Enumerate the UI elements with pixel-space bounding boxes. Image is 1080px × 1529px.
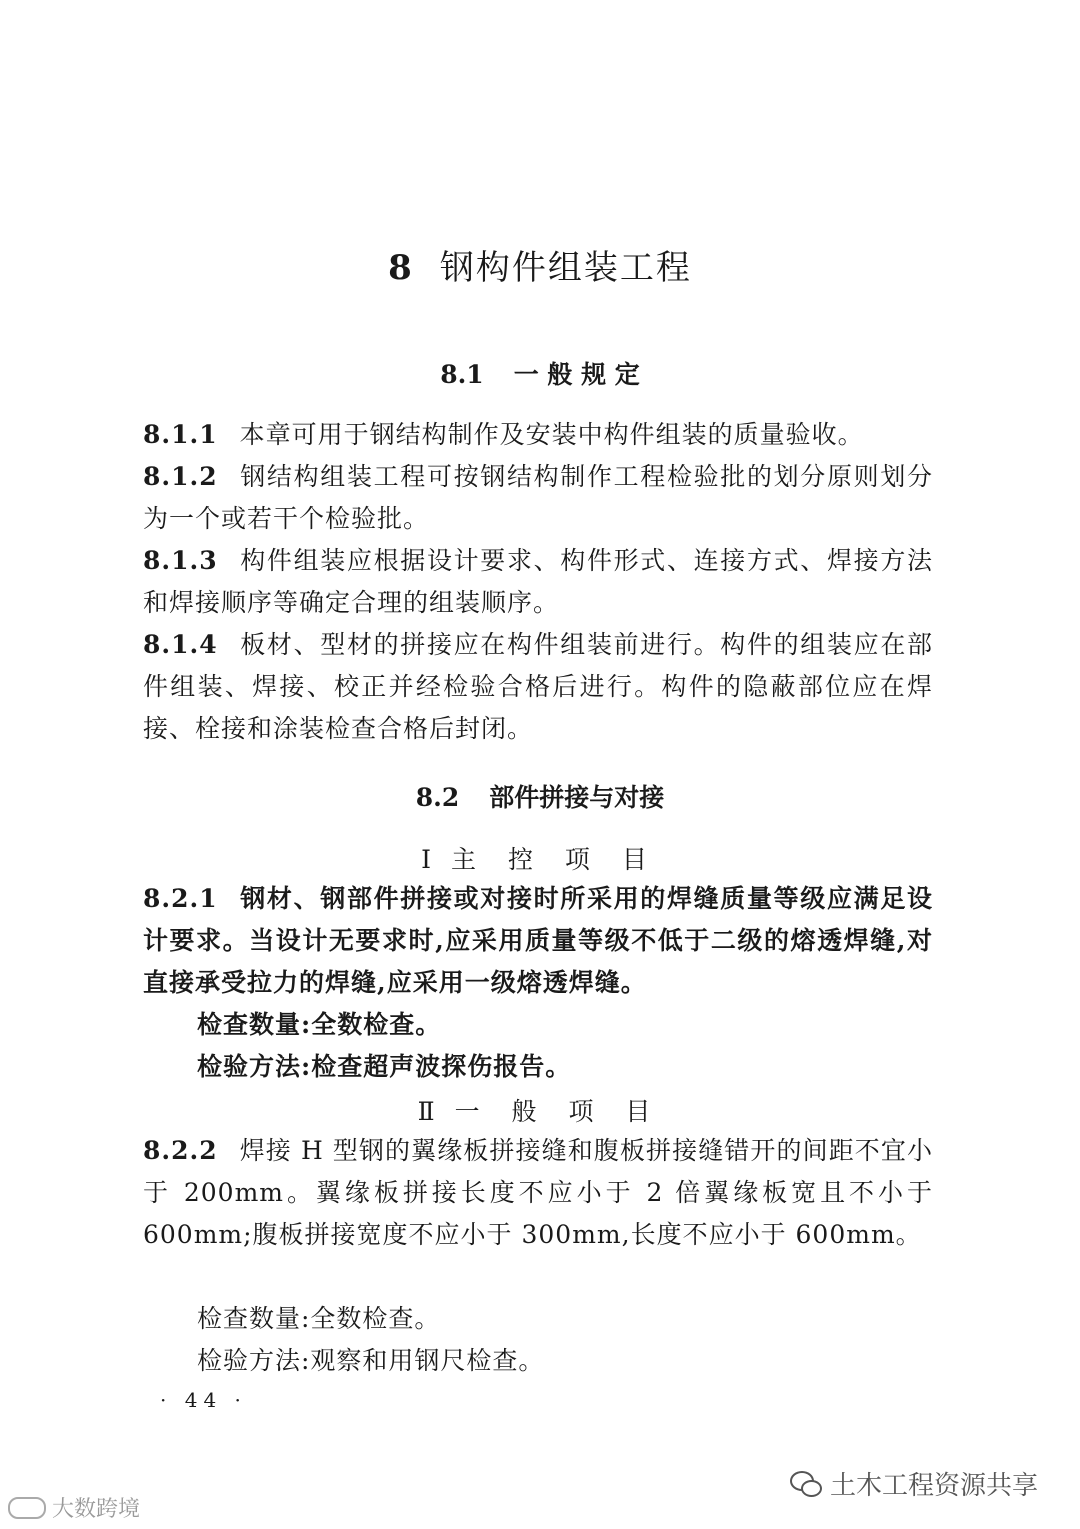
clause-text: 钢材、钢部件拼接或对接时所采用的焊缝质量等级应满足设计要求。当设计无要求时,应采用质量等级不低于二级的熔透焊缝,对直接承受拉力的焊缝,应采用一级熔透焊缝。 <box>143 884 933 997</box>
clause-id: 8.1.4 <box>143 630 218 659</box>
clause-id: 8.1.2 <box>143 462 218 491</box>
subtitle-general <box>0 1092 1080 1128</box>
subtitle-main-control <box>0 840 1080 876</box>
section-name: 部件拼接与对接 <box>489 783 665 812</box>
chapter-name: 钢构件组装工程 <box>439 248 692 288</box>
clause-text: 焊接 H 型钢的翼缘板拼接缝和腹板拼接缝错开的间距不宜小于 200mm。翼缘板拼接长度不应小于 2 倍翼缘板宽且不小于 600mm;腹板拼接宽度不应小于 300mm,长度不应小于 600mm。 <box>143 1136 933 1249</box>
watermark-right-text: 土木工程资源共享 <box>830 1471 1039 1501</box>
clause-8-1-4 <box>143 624 933 750</box>
watermark-right <box>790 1465 1038 1502</box>
roman-numeral: Ⅱ <box>417 1097 435 1126</box>
check-quantity-8-2-1: 检查数量:全数检查。 <box>197 1010 442 1039</box>
clause-text: 构件组装应根据设计要求、构件形式、连接方式、焊接方法和焊接顺序等确定合理的组装顺序。 <box>143 546 933 617</box>
clause-id: 8.2.2 <box>143 1136 218 1165</box>
roman-numeral: Ⅰ <box>421 845 432 874</box>
section-title-8-2 <box>0 778 1080 814</box>
wechat-icon <box>790 1471 820 1497</box>
section-number: 8.1 <box>440 360 484 389</box>
clause-8-1-3 <box>143 540 933 624</box>
subtitle-text: 主 控 项 目 <box>451 845 659 874</box>
check-quantity-8-2-2: 检查数量:全数检查。 <box>197 1304 441 1333</box>
section-title-8-1 <box>0 355 1080 391</box>
clause-8-2-1 <box>143 878 933 1004</box>
watermark-left <box>8 1492 140 1523</box>
page-number: · 44 · <box>160 1388 247 1412</box>
clause-id: 8.2.1 <box>143 884 218 913</box>
clause-text: 板材、型材的拼接应在构件组装前进行。构件的组装应在部件组装、焊接、校正并经检验合格后进行。构件的隐蔽部位应在焊接、栓接和涂装检查合格后封闭。 <box>143 630 933 743</box>
subtitle-text: 一 般 项 目 <box>454 1097 663 1126</box>
clause-8-2-2 <box>143 1130 933 1256</box>
check-method-8-2-1: 检验方法:检查超声波探伤报告。 <box>197 1052 572 1081</box>
section-name: 一 般 规 定 <box>513 360 640 389</box>
chapter-number: 8 <box>388 248 414 288</box>
clause-id: 8.1.3 <box>143 546 218 575</box>
check-method-8-2-2: 检验方法:观察和用钢尺检查。 <box>197 1346 545 1375</box>
clause-8-1-1 <box>143 414 933 456</box>
logo-icon <box>8 1497 46 1519</box>
clause-id: 8.1.1 <box>143 420 218 449</box>
clause-text: 钢结构组装工程可按钢结构制作工程检验批的划分原则划分为一个或若干个检验批。 <box>143 462 933 533</box>
clause-8-1-2 <box>143 456 933 540</box>
section-number: 8.2 <box>415 783 460 812</box>
clause-text: 本章可用于钢结构制作及安装中构件组装的质量验收。 <box>239 420 864 449</box>
watermark-left-text: 大数跨境 <box>52 1497 141 1522</box>
chapter-title <box>0 240 1080 289</box>
